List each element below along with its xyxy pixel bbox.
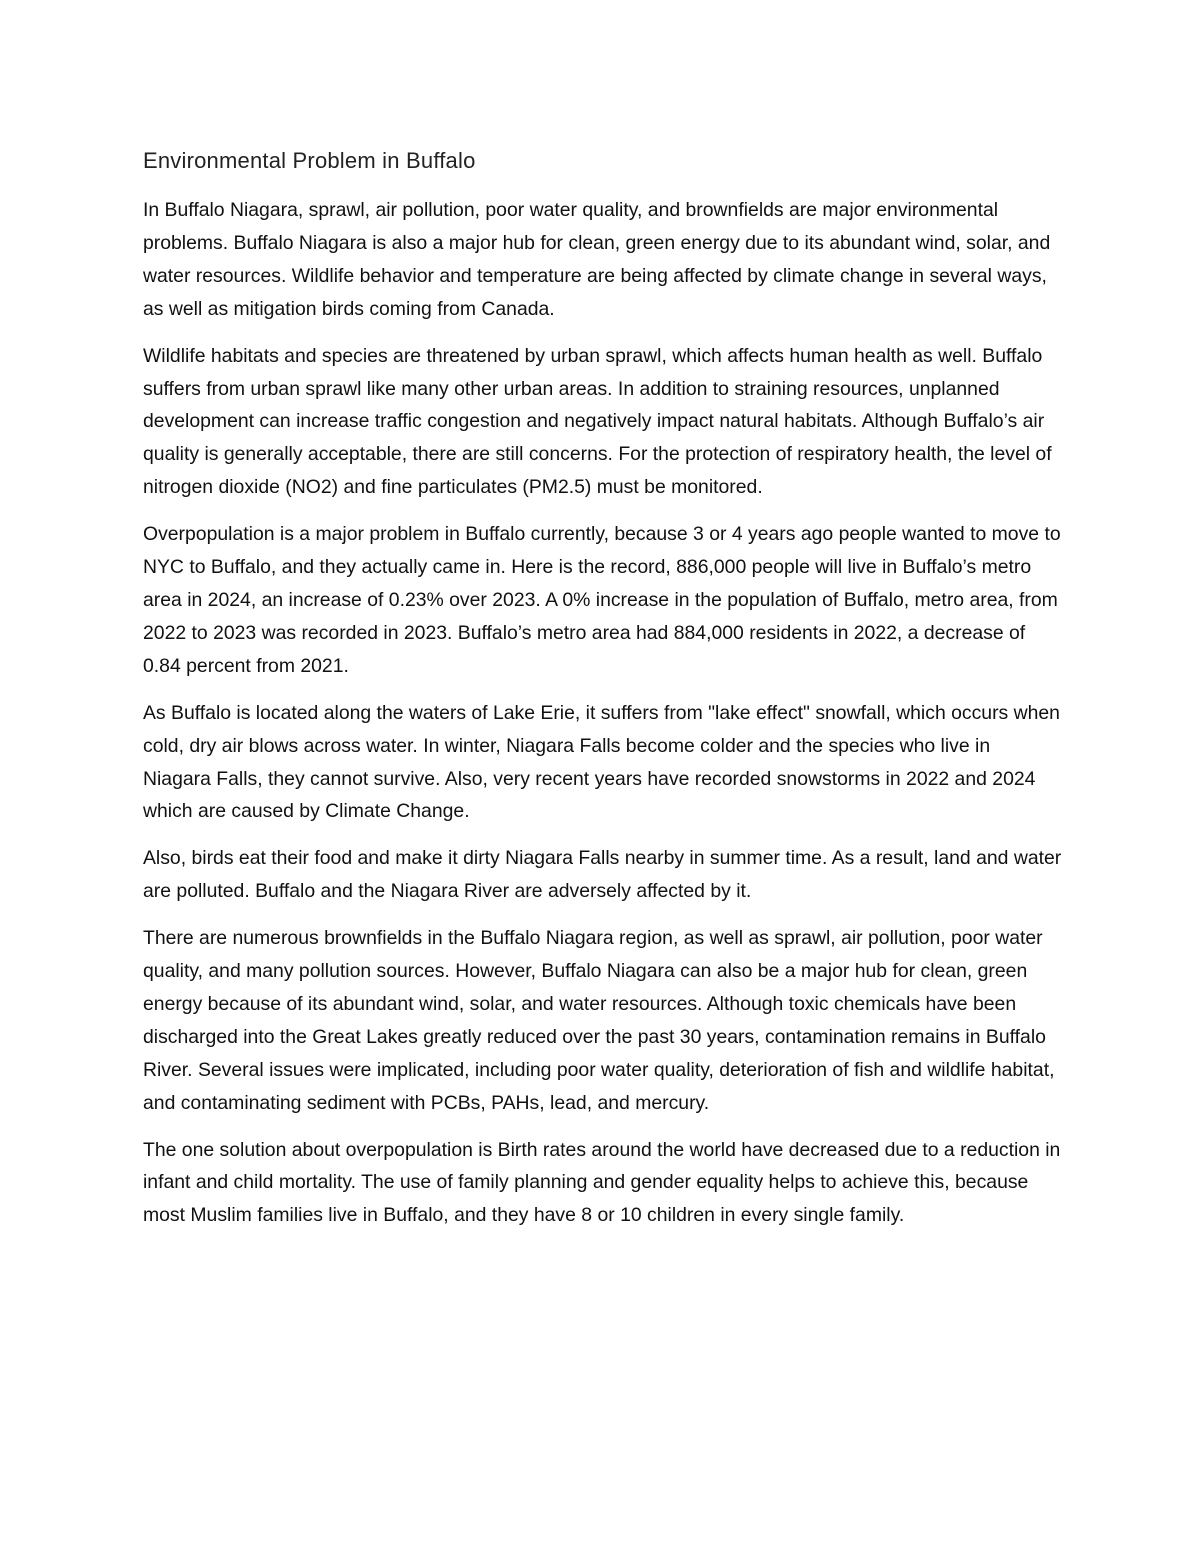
paragraph-overpopulation: Overpopulation is a major problem in Buffalo currently, because 3 or 4 years ago people wanted to move to NYC to Buffalo, and they actually came in. Here is the record, 886,000 people will live in Buffalo’s metro area in 2024, an increase of 0.23% over 2023. A 0% increase in the population of Buffalo, metro area, from 2022 to 2023 was recorded in 2023. Buffalo’s metro area had 884,000 residents in 2022, a decrease of 0.84 percent from 2021. xyxy=(143,523,1061,677)
paragraph-brownfields: There are numerous brownfields in the Buffalo Niagara region, as well as sprawl, air pollution, poor water quality, and many pollution sources. However, Buffalo Niagara can also be a major hub for clean, green energy because of its abundant wind, solar, and water resources. Although toxic chemicals have been discharged into the Great Lakes greatly reduced over the past 30 years, contamination remains in Buffalo River. Several issues were implicated, including poor water quality, deterioration of fish and wildlife habitat, and contaminating sediment with PCBs, PAHs, lead, and mercury. xyxy=(143,927,1055,1114)
document-body xyxy=(143,141,1063,1246)
paragraph-intro: In Buffalo Niagara, sprawl, air pollution, poor water quality, and brownfields are major environmental problems. Buffalo Niagara is also a major hub for clean, green energy due to its abundant wind, solar, and water resources. Wildlife behavior and temperature are being affected by climate change in several ways, as well as mitigation birds coming from Canada. xyxy=(143,199,1051,320)
paragraph-lake-effect: As Buffalo is located along the waters of Lake Erie, it suffers from "lake effect" snowfall, which occurs when cold, dry air blows across water. In winter, Niagara Falls become colder and the species who live in Niagara Falls, they cannot survive. Also, very recent years have recorded snowstorms in 2022 and 2024 which are caused by Climate Change. xyxy=(143,701,1060,823)
paragraph-urban-sprawl: Wildlife habitats and species are threatened by urban sprawl, which affects human health as well. Buffalo suffers from urban sprawl like many other urban areas. In addition to straining resources, unplanned development can increase traffic congestion and negatively impact natural habitats. Although Buffalo’s air quality is generally acceptable, there are still concerns. For the protection of respiratory health, the level of nitrogen dioxide (NO2) and fine particulates (PM2.5) must be monitored. xyxy=(143,344,1052,499)
paragraph-solution: The one solution about overpopulation is Birth rates around the world have decreased due to a reduction in infant and child mortality. The use of family planning and gender equality helps to achieve this, because most Muslim families live in Buffalo, and they have 8 or 10 children in every single family. xyxy=(143,1138,1061,1227)
document-title: Environmental Problem in Buffalo xyxy=(143,148,476,173)
paragraph-birds: Also, birds eat their food and make it dirty Niagara Falls nearby in summer time. As a result, land and water are polluted. Buffalo and the Niagara River are adversely affected by it. xyxy=(143,847,1062,903)
